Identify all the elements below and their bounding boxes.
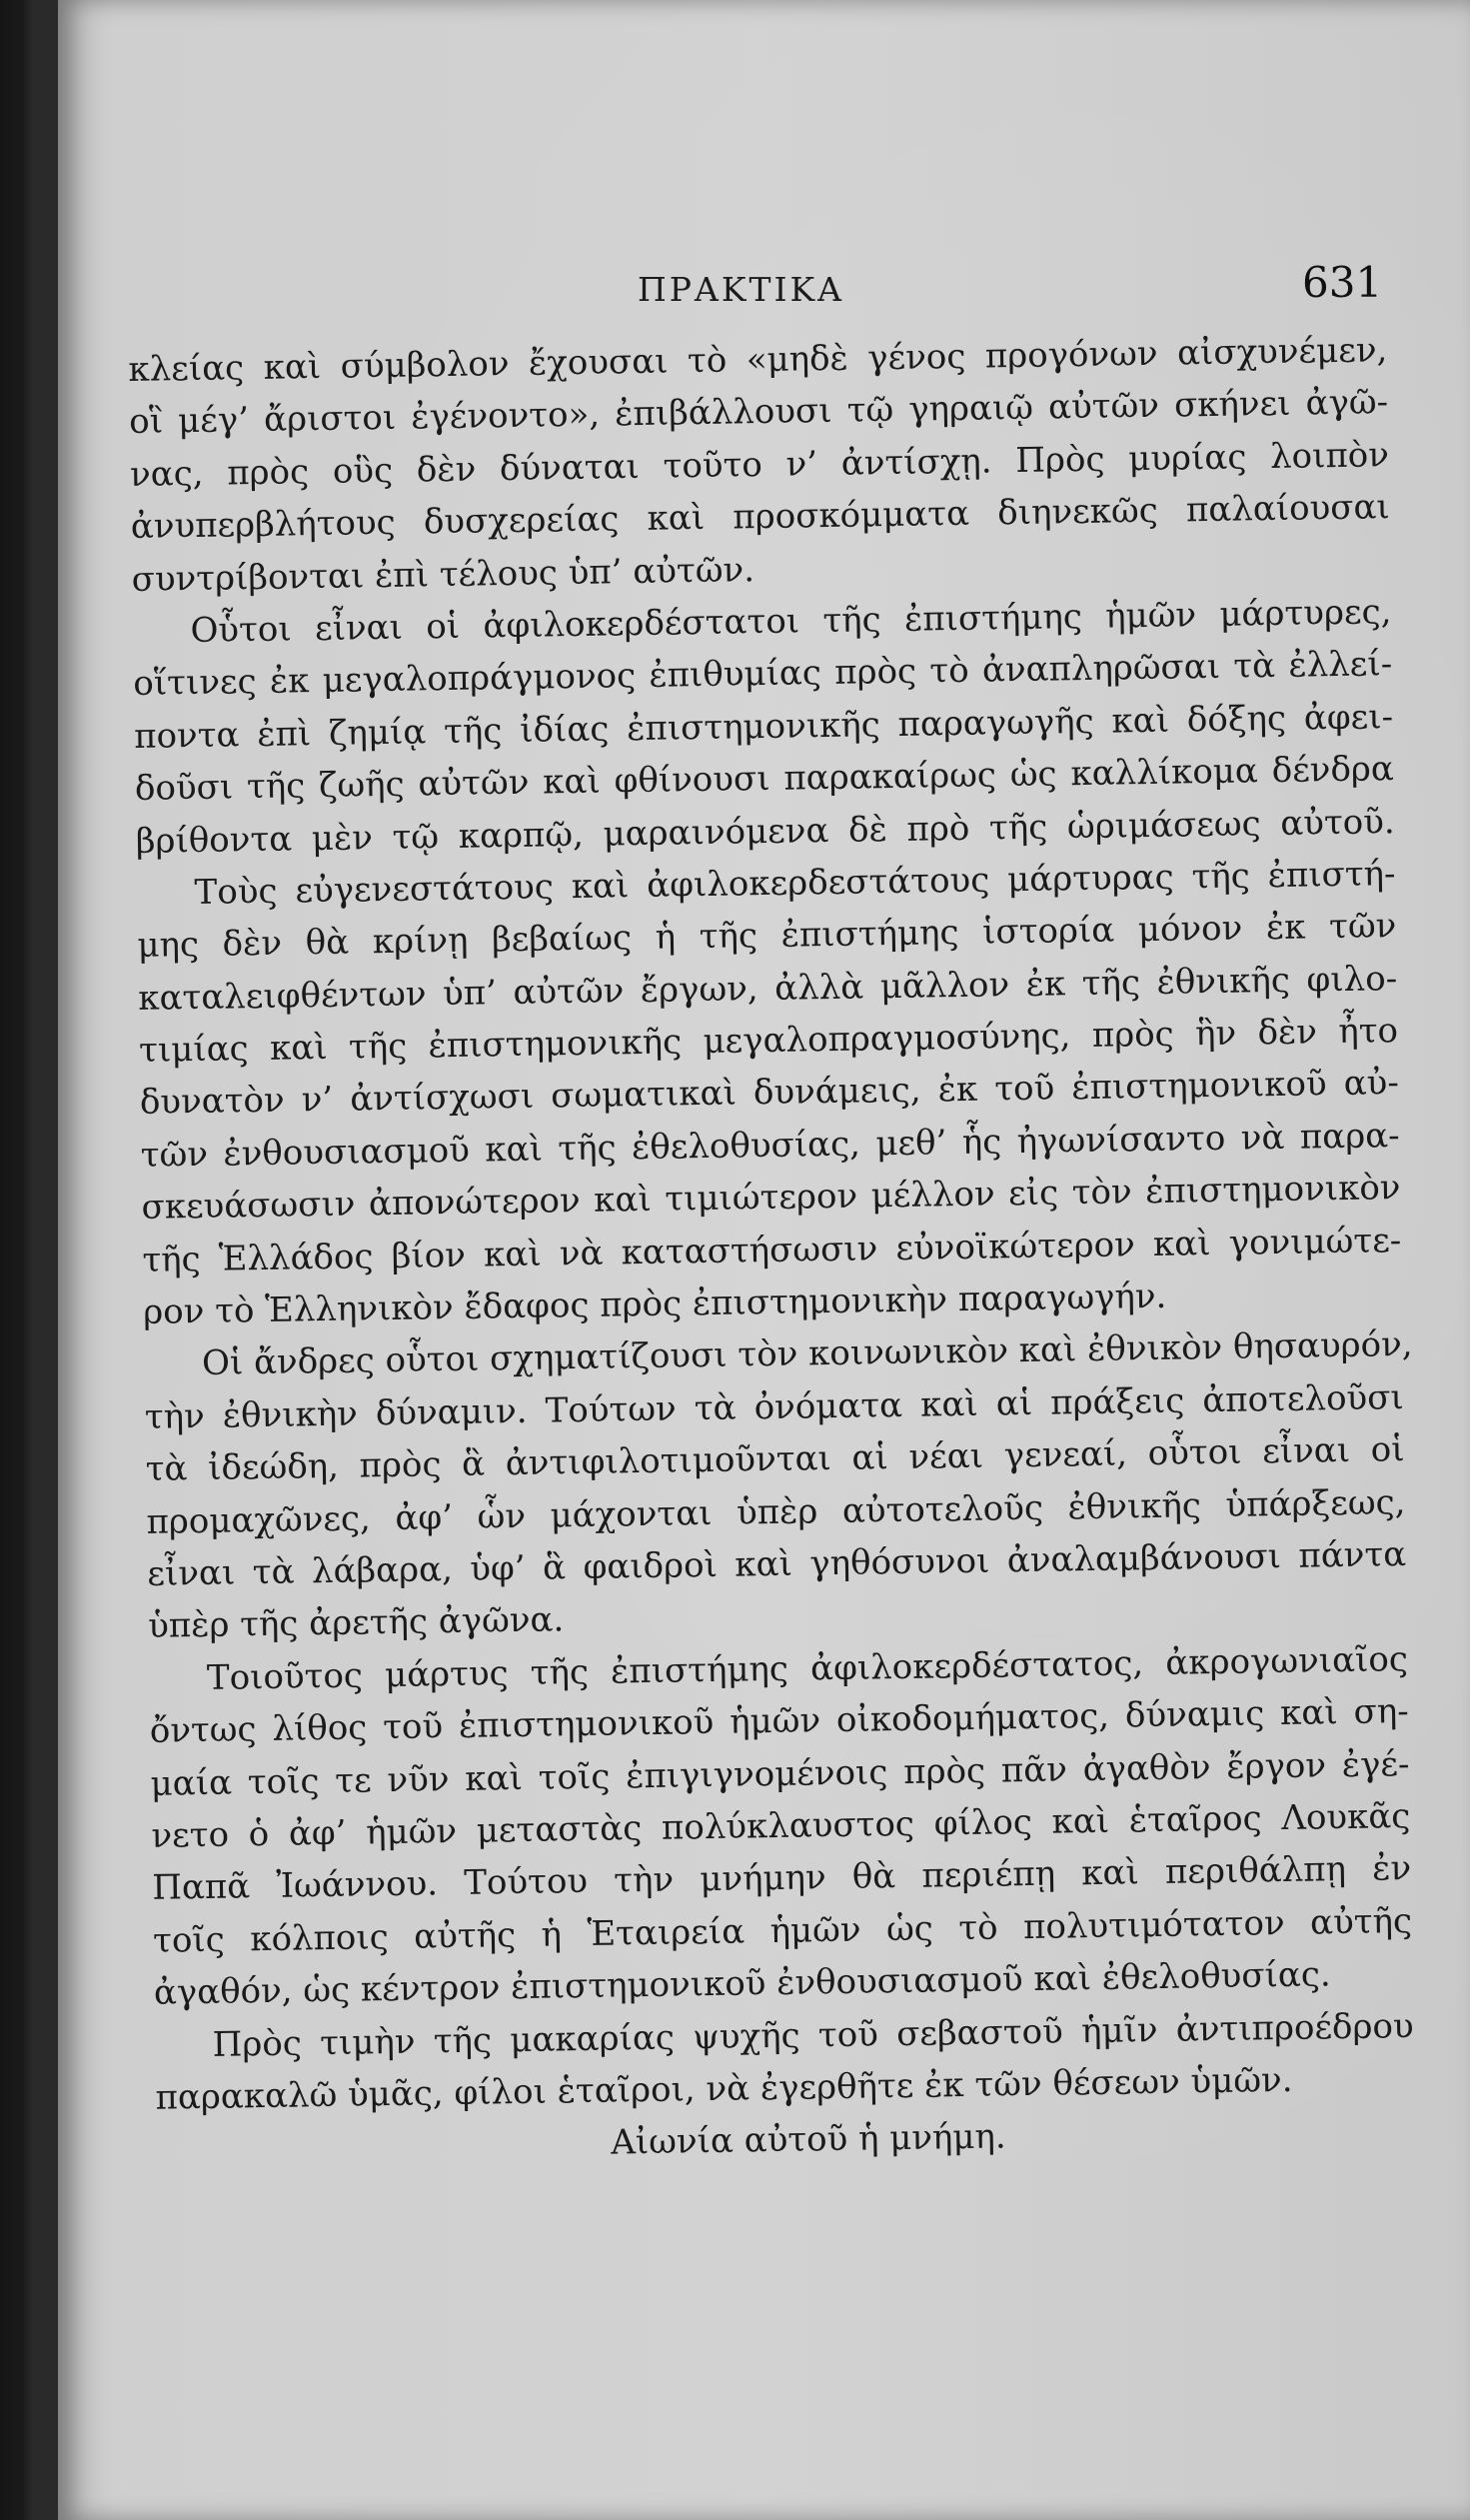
text-line: παρακαλῶ ὑμᾶς, φίλοι ἑταῖροι, νὰ ἐγερθῆτε ἐκ τῶν θέσεων ὑμῶν. xyxy=(155,2059,1293,2118)
text-line: σκευάσωσιν ἀπονώτερον καὶ τιμιώτερον μέλλον εἰς τὸν ἐπιστημονικὸν xyxy=(141,1168,1401,1229)
text-line: συντρίβονται ἐπὶ τέλους ὑπ’ αὐτῶν. xyxy=(131,549,755,600)
book-page xyxy=(58,0,1470,2520)
paragraph-first-line: Τοὺς εὐγενεστάτους καὶ ἀφιλοκερδεστάτους μάρτυρας τῆς ἐπιστή- xyxy=(194,854,1396,913)
text-line: δυνατὸν ν’ ἀντίσχωσι σωματικαὶ δυνάμεις, ἐκ τοῦ ἐπιστημονικοῦ αὐ- xyxy=(139,1063,1400,1124)
text-line: τὰ ἰδεώδη, πρὸς ἃ ἀντιφιλοτιμοῦνται αἱ νέαι γενεαί, οὗτοι εἶναι οἱ xyxy=(145,1429,1405,1490)
text-line: δοῦσι τῆς ζωῆς αὐτῶν καὶ φθίνουσι παρακαίρως ὡς καλλίκομα δένδρα xyxy=(134,749,1395,810)
text-line: ἀγαθόν, ὡς κέντρον ἐπιστημονικοῦ ἐνθουσιασμοῦ καὶ ἐθελοθυσίας. xyxy=(153,1954,1331,2013)
text-line: ὄντως λίθος τοῦ ἐπιστημονικοῦ ἡμῶν οἰκοδομήματος, δύναμις καὶ ση- xyxy=(149,1691,1409,1751)
text-line: τῶν ἐνθουσιασμοῦ καὶ τῆς ἐθελοθυσίας, μεθ’ ἧς ἠγωνίσαντο νὰ παρα- xyxy=(140,1115,1400,1176)
text-line: εἶναι τὰ λάβαρα, ὑφ’ ἃ φαιδροὶ καὶ γηθόσυνοι ἀναλαμβάνουσι πάντα xyxy=(147,1534,1407,1594)
text-line: τιμίας καὶ τῆς ἐπιστημονικῆς μεγαλοπραγμοσύνης, πρὸς ἣν δὲν ἦτο xyxy=(138,1011,1399,1071)
page-number: 631 xyxy=(1302,258,1383,307)
text-line: τῆς Ἑλλάδος βίον καὶ νὰ καταστήσωσιν εὐνοϊκώτερον καὶ γονιμώτε- xyxy=(142,1220,1402,1280)
text-line: οἳ μέγ’ ἄριστοι ἐγένοντο», ἐπιβάλλουσι τῷ γηραιῷ αὐτῶν σκήνει ἀγῶ- xyxy=(128,382,1389,443)
paragraph-first-line: Πρὸς τιμὴν τῆς μακαρίας ψυχῆς τοῦ σεβαστοῦ ἡμῖν ἀντιπροέδρου xyxy=(212,2005,1414,2065)
text-line: ποντα ἐπὶ ζημίᾳ τῆς ἰδίας ἐπιστημονικῆς παραγωγῆς καὶ δόξης ἀφει- xyxy=(133,696,1394,757)
paragraph-first-line: Τοιοῦτος μάρτυς τῆς ἐπιστήμης ἀφιλοκερδέστατος, ἀκρογωνιαῖος xyxy=(206,1638,1409,1698)
paragraph-first-line: Οὗτοι εἶναι οἱ ἀφιλοκερδέστατοι τῆς ἐπιστήμης ἡμῶν μάρτυρες, xyxy=(190,592,1392,652)
text-line: προμαχῶνες, ἀφ’ ὧν μάχονται ὑπὲρ αὐτοτελοῦς ἐθνικῆς ὑπάρξεως, xyxy=(146,1481,1406,1542)
text-line: νας, πρὸς οὓς δὲν δύναται τοῦτο ν’ ἀντίσχῃ. Πρὸς μυρίας λοιπὸν xyxy=(129,434,1390,495)
paragraph-first-line: Οἱ ἄνδρες οὗτοι σχηματίζουσι τὸν κοινωνικὸν καὶ ἐθνικὸν θησαυρόν, xyxy=(201,1324,1413,1384)
page-header-title: ΠΡΑΚΤΙΚΑ xyxy=(638,270,844,309)
text-line: ἀνυπερβλήτους δυσχερείας καὶ προσκόμματα διηνεκῶς παλαίουσαι xyxy=(130,487,1391,548)
text-line: ὑπὲρ τῆς ἀρετῆς ἀγῶνα. xyxy=(147,1599,565,1647)
text-line: τὴν ἐθνικὴν δύναμιν. Τούτων τὰ ὀνόματα καὶ αἱ πράξεις ἀποτελοῦσι xyxy=(144,1376,1405,1437)
text-line: μαία τοῖς τε νῦν καὶ τοῖς ἐπιγιγνομένοις πρὸς πᾶν ἀγαθὸν ἔργον ἐγέ- xyxy=(150,1743,1410,1804)
closing-line: Αἰωνία αὐτοῦ ἡ μνήμη. xyxy=(611,2116,1006,2163)
body-text xyxy=(128,324,1416,2176)
text-line: βρίθοντα μὲν τῷ καρπῷ, μαραινόμενα δὲ πρὸ τῆς ὡριμάσεως αὐτοῦ. xyxy=(135,801,1395,862)
running-head xyxy=(58,258,1470,318)
text-line: καταλειφθέντων ὑπ’ αὐτῶν ἔργων, ἀλλὰ μᾶλλον ἐκ τῆς ἐθνικῆς φιλο- xyxy=(137,958,1398,1019)
text-line: κλείας καὶ σύμβολον ἔχουσαι τὸ «μηδὲ γένος προγόνων αἰσχυνέμεν, xyxy=(128,330,1388,390)
text-line: τοῖς κόλποις αὐτῆς ἡ Ἑταιρεία ἡμῶν ὡς τὸ πολυτιμότατον αὐτῆς xyxy=(152,1900,1413,1961)
text-line: ρον τὸ Ἑλληνικὸν ἔδαφος πρὸς ἐπιστημονικὴν παραγωγήν. xyxy=(142,1275,1167,1332)
text-line: οἵτινες ἐκ μεγαλοπράγμονος ἐπιθυμίας πρὸς τὸ ἀναπληρῶσαι τὰ ἐλλεί- xyxy=(133,644,1393,705)
text-line: μης δὲν θὰ κρίνῃ βεβαίως ἡ τῆς ἐπιστήμης ἱστορία μόνον ἐκ τῶν xyxy=(137,906,1397,967)
text-line: Παπᾶ Ἰωάννου. Τούτου τὴν μνήμην θὰ περιέπῃ καὶ περιθάλπῃ ἐν xyxy=(151,1848,1412,1909)
text-line: νετο ὁ ἀφ’ ἡμῶν μεταστὰς πολύκλαυστος φίλος καὶ ἑταῖρος Λουκᾶς xyxy=(151,1795,1411,1856)
